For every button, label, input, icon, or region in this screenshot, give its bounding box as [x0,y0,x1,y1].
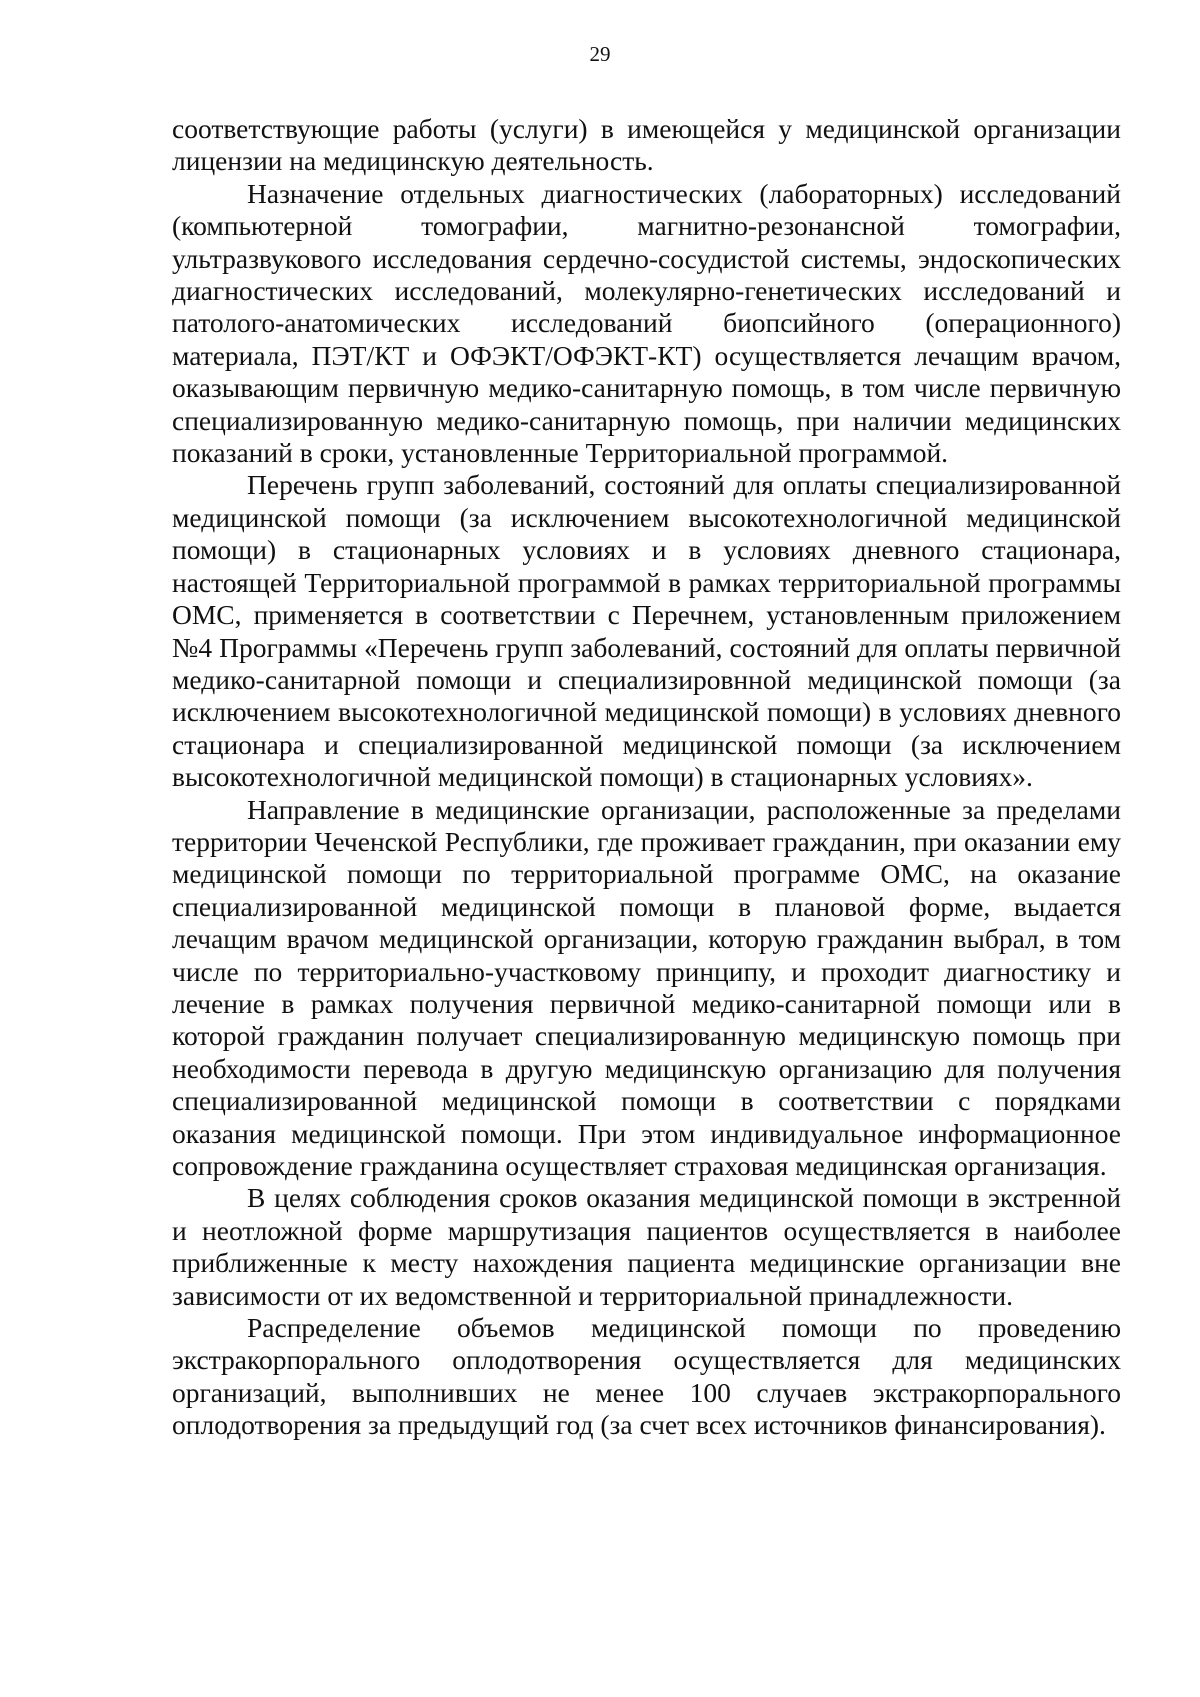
paragraph-continuation: соответствующие работы (услуги) в имеющейся у медицинской организации лицензии на медицинскую деятельность. [172,113,1121,177]
paragraph-diagnostic-tests: Назначение отдельных диагностических (лабораторных) исследований (компьютерной томографии, магнитно-резонансной томографии, ультразвукового исследования сердечно-сосудистой системы, эндоскопических диагностических исследований, молекулярно-генетических исследований и патолого-анатомических исследований биопсийного (операционного) материала, ПЭТ/КТ и ОФЭКТ/ОФЭКТ-КТ) осуществляется лечащим врачом, оказывающим первичную медико-санитарную помощь, в том числе первичную специализированную медико-санитарную помощь, при наличии медицинских показаний в сроки, установленные Территориальной программой. [172,177,1121,469]
paragraph-emergency-routing: В целях соблюдения сроков оказания медицинской помощи в экстренной и неотложной форме маршрутизация пациентов осуществляется в наиболее приближенные к месту нахождения пациента медицинские организации вне зависимости от их ведомственной и территориальной принадлежности. [172,1182,1121,1311]
paragraph-ivf-distribution: Распределение объемов медицинской помощи по проведению экстракорпорального оплодотворения осуществляется для медицинских организаций, выполнивших не менее 100 случаев экстракорпорального оплодотворения за предыдущий год (за счет всех источников финансирования). [172,1312,1121,1441]
paragraph-disease-groups: Перечень групп заболеваний, состояний для оплаты специализированной медицинской помощи (за исключением высокотехнологичной медицинской помощи) в стационарных условиях и в условиях дневного стационара, настоящей Территориальной программой в рамках территориальной программы ОМС, применяется в соответствии с Перечнем, установленным приложением №4 Программы «Перечень групп заболеваний, состояний для оплаты первичной медико-санитарной помощи и специализировнной медицинской помощи (за исключением высокотехнологичной медицинской помощи) в условиях дневного стационара и специализированной медицинской помощи (за исключением высокотехнологичной медицинской помощи) в стационарных условиях». [172,469,1121,793]
paragraph-referral: Направление в медицинские организации, расположенные за пределами территории Чеченской Республики, где проживает гражданин, при оказании ему медицинской помощи по территориальной программе ОМС, на оказание специализированной медицинской помощи в плановой форме, выдается лечащим врачом медицинской организации, которую гражданин выбрал, в том числе по территориально-участковому принципу, и проходит диагностику и лечение в рамках получения первичной медико-санитарной помощи или в которой гражданин получает специализированную медицинскую помощь при необходимости перевода в другую медицинскую организацию для получения специализированной медицинской помощи в соответствии с порядками оказания медицинской помощи. При этом индивидуальное информационное сопровождение гражданина осуществляет страховая медицинская организация. [172,793,1121,1181]
page-number: 29 [589,42,611,66]
document-body [172,113,1121,1442]
